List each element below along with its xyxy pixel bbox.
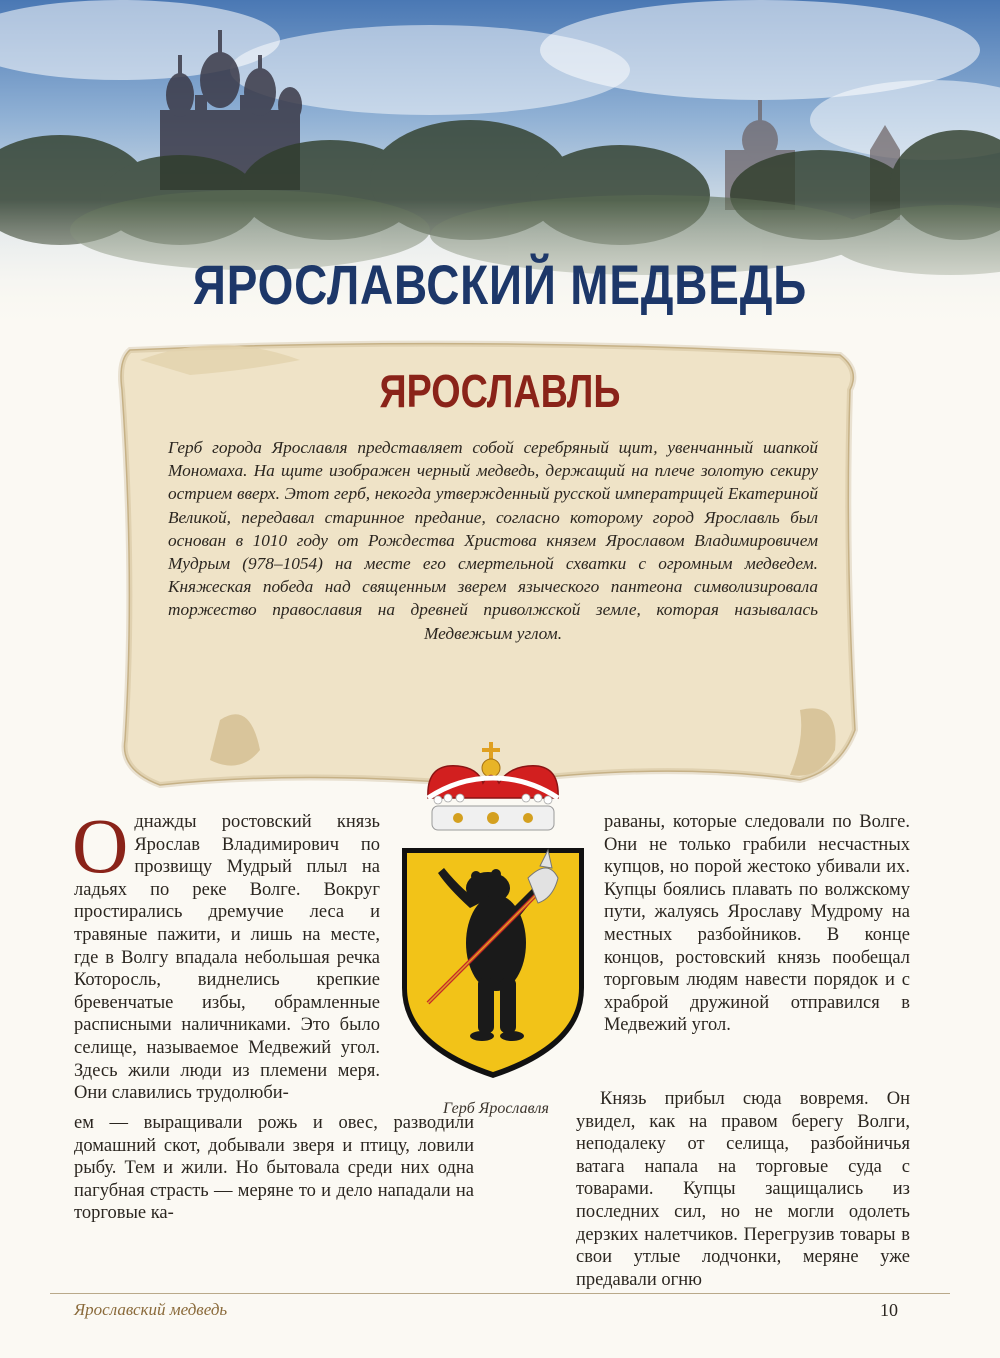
body-text-right: раваны, которые следовали по Волге. Они не только грабили несчастных купцов, но порой жестоко убивали их. Купцы боялись плавать по волжскому пути, жалуясь Ярославу Мудрому на местных разбойников. В конце концов, ростовский князь пообещал торговым людям навести порядок и с храброй дружиной отправился в Медвежий угол. xyxy=(604,812,910,1036)
body-column-right xyxy=(604,811,910,1037)
coat-of-arms-image xyxy=(398,738,588,1083)
scroll-heading: ЯРОСЛАВЛЬ xyxy=(379,365,621,417)
body-column-right-continued xyxy=(576,1088,910,1291)
body-text-left-continued: ем — выращивали рожь и овес, разводили домашний скот, добывали зверя и птицу, ловили рыбу. Тем и жили. Но бытовала среди них одна пагубная страсть — меряне то и дело нападали на торговые ка- xyxy=(74,1113,474,1224)
body-column-left xyxy=(72,802,380,1105)
body-column-left-continued xyxy=(74,1112,474,1225)
page-number: 10 xyxy=(880,1300,898,1320)
body-text-left: днажды ростовский князь Ярослав Владимирович по прозвищу Мудрый плыл на ладьях по реке Волге. Вокруг простирались дремучие леса и травяные пажити, и лишь на месте, где в Волгу впадала небольшая речка Которосль, виднелись крепкие бревенчатые избы, обрамленные расписными наличниками. Это было селище, называемое Медвежий угол. Здесь жили люди из племени меря. Они славились трудолюби- xyxy=(74,812,380,1104)
page-title: ЯРОСЛАВСКИЙ МЕДВЕДЬ xyxy=(192,253,808,316)
crown-icon xyxy=(428,742,558,830)
footer-divider xyxy=(50,1293,950,1294)
drop-cap: О xyxy=(72,802,129,889)
scroll-intro-text: Герб города Ярославля представляет собой серебряный щит, увенчанный шапкой Мономаха. На щите изображен черный медведь, держащий на плече золотую секиру острием вверх. Этот герб, некогда утвержденный русской императрицей Екатериной Великой, передавал старинное предание, согласно которому город Ярославль был основан в 1010 году от Рождества Христова князем Ярославом Владимировичем Мудрым (978–1054) на месте его смертельной схватки с огромным медведем. Княжеская победа над священным зверем языческого пантеона символизировала торжество православия на древней приволжской земле, которая называлась Медвежьим углом. xyxy=(168,438,818,643)
body-text-right-continued: Князь прибыл сюда вовремя. Он увидел, как на правом берегу Волги, неподалеку от селища, разбойничья ватага напала на торговые суда с товарами. Купцы защищались из последних сил, но не могли одолеть дерзких налетчиков. Перегрузив товары в свои утлые лодчонки, меряне уже предавали огню xyxy=(576,1089,910,1290)
coat-of-arms-caption: Герб Ярославля xyxy=(443,1100,549,1117)
footer-running-title: Ярославский медведь xyxy=(74,1300,228,1319)
